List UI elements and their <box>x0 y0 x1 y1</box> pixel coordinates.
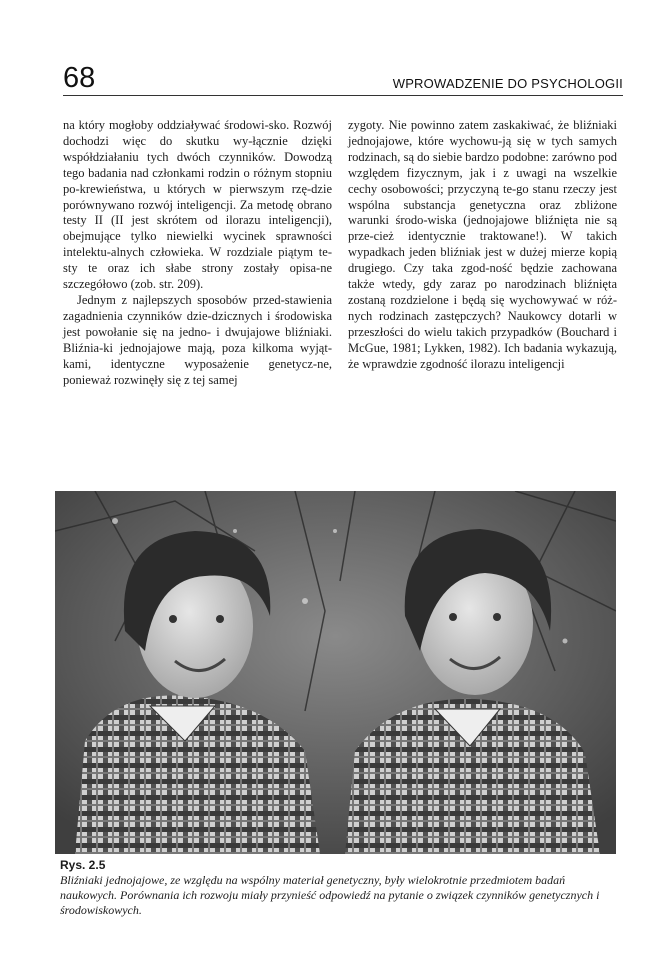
left-paragraph-2: Jednym z najlepszych sposobów przed-stawienia zagadnienia czynników dzie-dzicznych i środowiska jest powołanie się na jedno- i dwujajowe bliźniaki. Bliźnia-ki jednojajowe mają, poza kilkoma wyjąt-kami, identyczne wyposażenie genetycz-ne, ponieważ rozwinęły się z tej samej <box>63 292 332 387</box>
page-header <box>63 62 623 102</box>
figure-caption <box>60 858 620 918</box>
right-column <box>348 118 617 373</box>
twins-photo <box>55 491 616 854</box>
running-title: WPROWADZENIE DO PSYCHOLOGII <box>392 76 623 91</box>
left-column <box>63 118 332 388</box>
figure-caption-text: Bliźniaki jednojajowe, ze względu na wspólny materiał genetyczny, były wielokrotnie przedmiotem badań naukowych. Porównania ich rozwoju miały przynieść odpowiedź na pytanie o związek czynników genetycznych i środowiskowych. <box>60 873 600 917</box>
right-paragraph-1: zygoty. Nie powinno zatem zaskakiwać, że bliźniaki jednojajowe, które wychowu-ją się w tych samych rodzinach, są do siebie bardzo podobne: zarówno pod względem fizycznym, jak i z uwagi na wszelkie cechy osobowości; przyczyną te-go stanu rzeczy jest wspólna substancja genetyczna oraz zbliżone warunki środo-wiska (jednojajowe bliźnięta nie są prze-cież identycznie traktowane!). W takich wypadkach jeden bliźniak jest w dużej mierze kopią drugiego. Czy taka zgod-ność będzie zachowana także wtedy, gdy zaraz po narodzinach bliźnięta zostaną rozdzielone i będą się wychowywać w róż-nych rodzinach zastępczych? Naukowcy dotarli w przeszłości do wielu takich przypadków (Bouchard i McGue, 1981; Lykken, 1982). Ich badania wykazują, że wprawdzie zgodność ilorazu inteligencji <box>348 118 617 371</box>
left-paragraph-1: na który mogłoby oddziaływać środowi-sko. Rozwój dochodzi więc do skutku wy-łącznie dzięki współdziałaniu tych dwóch czynników. Dowodzą tego badania nad członkami rodzin o różnym stopniu po-krewieństwa, u których w pierwszym rzę-dzie porównywano rozwój inteligencji. Za metodę obrano testy II (II jest skrótem od ilorazu inteligencji), obejmujące tylko niewielki wycinek sprawności intelektu-alnych człowieka. W rozdziale piątym te-sty te oraz ich słabe strony zostały opisa-ne szczegółowo (zob. str. 209). <box>63 118 332 292</box>
figure-label: Rys. 2.5 <box>60 858 106 872</box>
page-number: 68 <box>63 62 96 94</box>
twins-photo-illustration <box>55 491 616 854</box>
header-rule <box>63 95 623 96</box>
